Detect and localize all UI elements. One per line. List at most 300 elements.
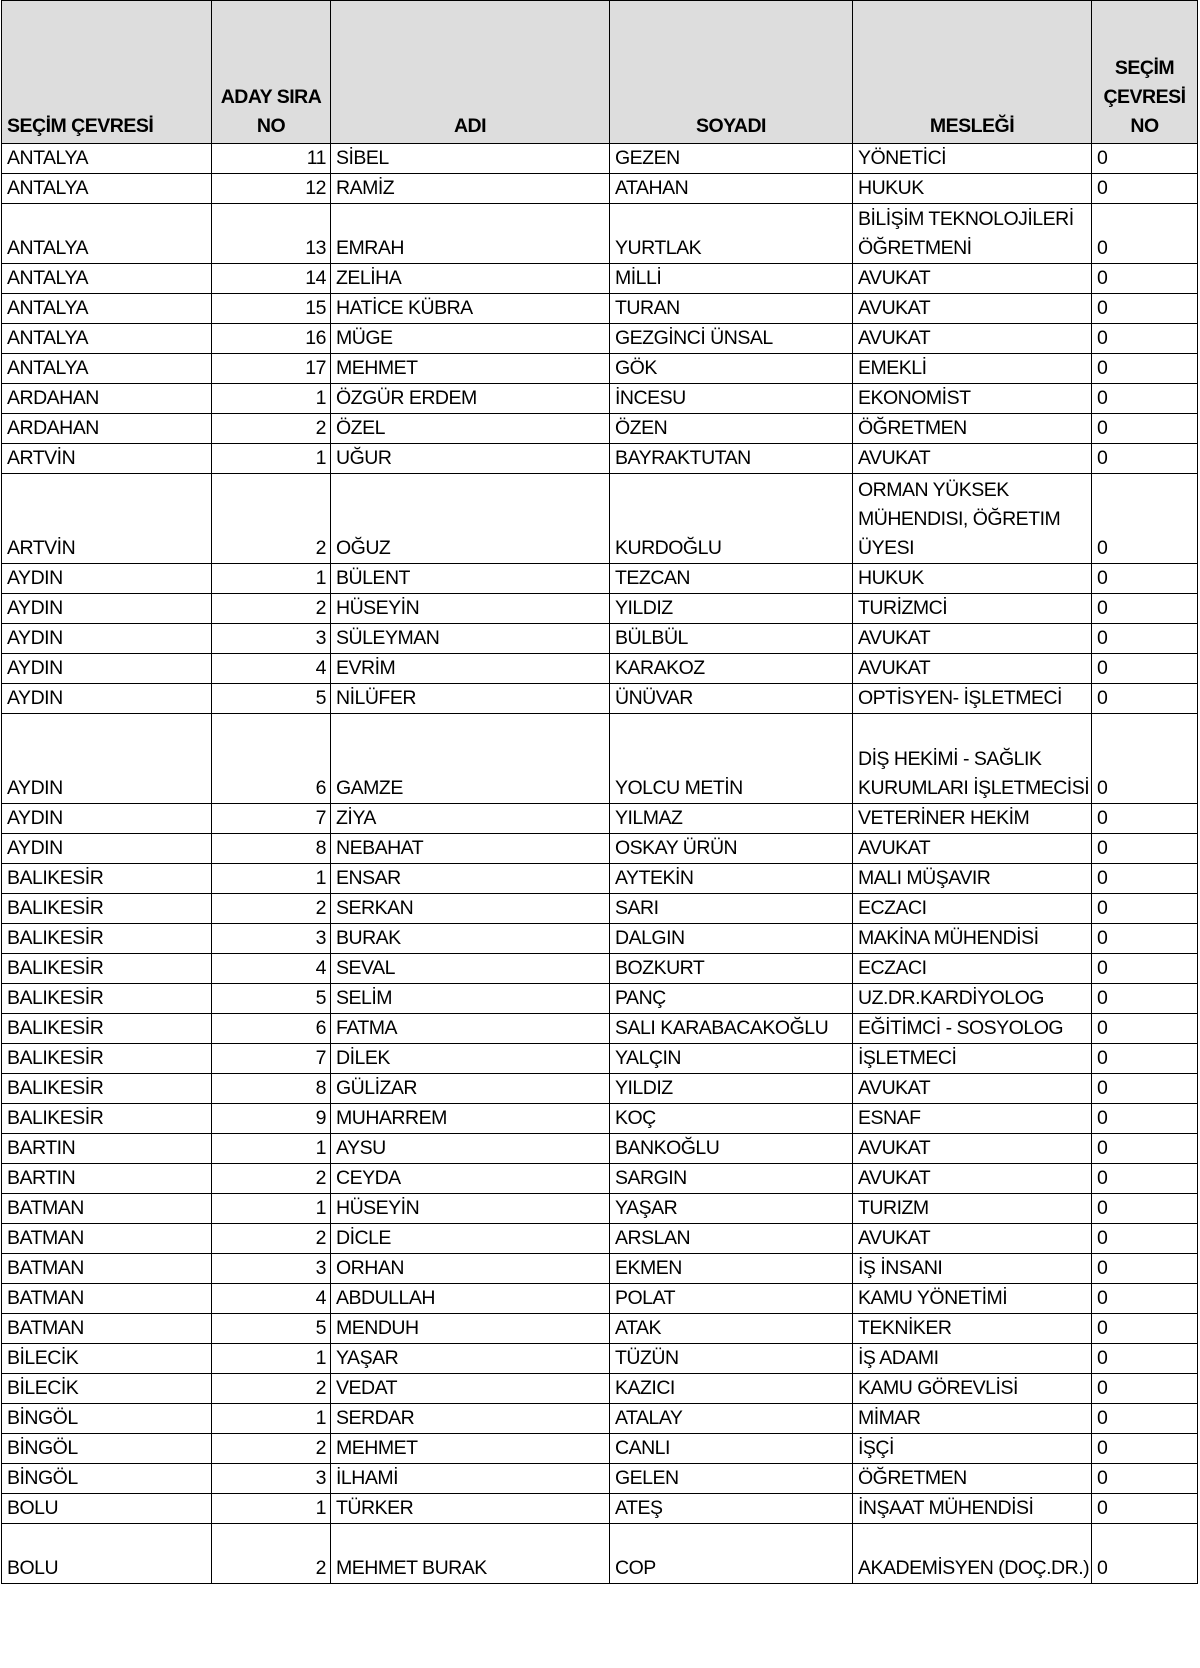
- table-row: [2, 684, 1198, 714]
- name-cell: SÜLEYMAN: [331, 624, 610, 654]
- surname-cell: ATAHAN: [610, 174, 853, 204]
- name-cell: MEHMET: [331, 354, 610, 384]
- district-cell: AYDIN: [2, 594, 212, 624]
- name-cell: TÜRKER: [331, 1494, 610, 1524]
- profession-cell: KAMU GÖREVLİSİ: [853, 1374, 1092, 1404]
- surname-cell: SALI KARABACAKOĞLU: [610, 1014, 853, 1044]
- surname-cell: EKMEN: [610, 1254, 853, 1284]
- surname-cell: GÖK: [610, 354, 853, 384]
- zone-no-cell: 0: [1092, 384, 1198, 414]
- name-cell: GAMZE: [331, 714, 610, 804]
- zone-no-cell: 0: [1092, 1224, 1198, 1254]
- header-profession: MESLEĞİ: [853, 1, 1092, 144]
- zone-no-cell: 0: [1092, 624, 1198, 654]
- order-no-cell: 2: [212, 474, 331, 564]
- zone-no-cell: 0: [1092, 564, 1198, 594]
- table-row: [2, 414, 1198, 444]
- surname-cell: İNCESU: [610, 384, 853, 414]
- order-no-cell: 2: [212, 414, 331, 444]
- profession-cell: AVUKAT: [853, 294, 1092, 324]
- name-cell: SELİM: [331, 984, 610, 1014]
- table-row: [2, 144, 1198, 174]
- profession-cell: AVUKAT: [853, 324, 1092, 354]
- surname-cell: ATALAY: [610, 1404, 853, 1434]
- surname-cell: CANLI: [610, 1434, 853, 1464]
- district-cell: AYDIN: [2, 834, 212, 864]
- district-cell: BARTIN: [2, 1134, 212, 1164]
- profession-cell: ECZACI: [853, 954, 1092, 984]
- surname-cell: BOZKURT: [610, 954, 853, 984]
- district-cell: BALIKESİR: [2, 1014, 212, 1044]
- zone-no-cell: 0: [1092, 834, 1198, 864]
- district-cell: BİNGÖL: [2, 1434, 212, 1464]
- name-cell: BURAK: [331, 924, 610, 954]
- district-cell: BOLU: [2, 1494, 212, 1524]
- district-cell: BATMAN: [2, 1254, 212, 1284]
- profession-cell: İNŞAAT MÜHENDİSİ: [853, 1494, 1092, 1524]
- order-no-cell: 1: [212, 564, 331, 594]
- order-no-cell: 8: [212, 1074, 331, 1104]
- profession-cell: AKADEMİSYEN (DOÇ.DR.): [853, 1524, 1092, 1584]
- order-no-cell: 6: [212, 714, 331, 804]
- table-row: [2, 1194, 1198, 1224]
- order-no-cell: 1: [212, 444, 331, 474]
- surname-cell: POLAT: [610, 1284, 853, 1314]
- surname-cell: AYTEKİN: [610, 864, 853, 894]
- zone-no-cell: 0: [1092, 954, 1198, 984]
- table-row: [2, 894, 1198, 924]
- name-cell: EVRİM: [331, 654, 610, 684]
- district-cell: BATMAN: [2, 1284, 212, 1314]
- header-surname: SOYADI: [610, 1, 853, 144]
- name-cell: NEBAHAT: [331, 834, 610, 864]
- order-no-cell: 1: [212, 1194, 331, 1224]
- name-cell: SEVAL: [331, 954, 610, 984]
- name-cell: BÜLENT: [331, 564, 610, 594]
- table-row: [2, 984, 1198, 1014]
- candidate-table: [1, 0, 1198, 1584]
- name-cell: RAMİZ: [331, 174, 610, 204]
- surname-cell: SARI: [610, 894, 853, 924]
- zone-no-cell: 0: [1092, 1284, 1198, 1314]
- zone-no-cell: 0: [1092, 894, 1198, 924]
- zone-no-cell: 0: [1092, 1254, 1198, 1284]
- district-cell: BATMAN: [2, 1314, 212, 1344]
- name-cell: ÖZGÜR ERDEM: [331, 384, 610, 414]
- table-row: [2, 1104, 1198, 1134]
- zone-no-cell: 0: [1092, 1014, 1198, 1044]
- district-cell: BOLU: [2, 1524, 212, 1584]
- zone-no-cell: 0: [1092, 714, 1198, 804]
- name-cell: FATMA: [331, 1014, 610, 1044]
- name-cell: DİLEK: [331, 1044, 610, 1074]
- table-row: [2, 1524, 1198, 1584]
- surname-cell: OSKAY ÜRÜN: [610, 834, 853, 864]
- zone-no-cell: 0: [1092, 1314, 1198, 1344]
- name-cell: CEYDA: [331, 1164, 610, 1194]
- district-cell: BİNGÖL: [2, 1404, 212, 1434]
- table-row: [2, 444, 1198, 474]
- profession-cell: DİŞ HEKİMİ - SAĞLIK KURUMLARI İŞLETMECİSİ: [853, 714, 1092, 804]
- zone-no-cell: 0: [1092, 984, 1198, 1014]
- district-cell: ANTALYA: [2, 204, 212, 264]
- order-no-cell: 2: [212, 1374, 331, 1404]
- zone-no-cell: 0: [1092, 1104, 1198, 1134]
- zone-no-cell: 0: [1092, 264, 1198, 294]
- district-cell: BARTIN: [2, 1164, 212, 1194]
- surname-cell: SARGIN: [610, 1164, 853, 1194]
- zone-no-cell: 0: [1092, 474, 1198, 564]
- surname-cell: ÜNÜVAR: [610, 684, 853, 714]
- zone-no-cell: 0: [1092, 204, 1198, 264]
- name-cell: ENSAR: [331, 864, 610, 894]
- name-cell: HÜSEYİN: [331, 594, 610, 624]
- name-cell: SERDAR: [331, 1404, 610, 1434]
- zone-no-cell: 0: [1092, 1134, 1198, 1164]
- district-cell: AYDIN: [2, 804, 212, 834]
- table-row: [2, 1164, 1198, 1194]
- order-no-cell: 4: [212, 1284, 331, 1314]
- order-no-cell: 7: [212, 1044, 331, 1074]
- district-cell: BİLECİK: [2, 1374, 212, 1404]
- order-no-cell: 2: [212, 1164, 331, 1194]
- surname-cell: TURAN: [610, 294, 853, 324]
- district-cell: BALIKESİR: [2, 1044, 212, 1074]
- name-cell: MEHMET: [331, 1434, 610, 1464]
- surname-cell: GEZEN: [610, 144, 853, 174]
- district-cell: AYDIN: [2, 624, 212, 654]
- zone-no-cell: 0: [1092, 354, 1198, 384]
- district-cell: ARDAHAN: [2, 414, 212, 444]
- name-cell: ABDULLAH: [331, 1284, 610, 1314]
- profession-cell: İŞ İNSANI: [853, 1254, 1092, 1284]
- surname-cell: YALÇIN: [610, 1044, 853, 1074]
- zone-no-cell: 0: [1092, 1194, 1198, 1224]
- district-cell: BALIKESİR: [2, 864, 212, 894]
- zone-no-cell: 0: [1092, 174, 1198, 204]
- zone-no-cell: 0: [1092, 924, 1198, 954]
- table-row: [2, 954, 1198, 984]
- profession-cell: AVUKAT: [853, 1164, 1092, 1194]
- district-cell: AYDIN: [2, 714, 212, 804]
- name-cell: MÜGE: [331, 324, 610, 354]
- surname-cell: YURTLAK: [610, 204, 853, 264]
- table-row: [2, 324, 1198, 354]
- profession-cell: EĞİTİMCİ - SOSYOLOG: [853, 1014, 1092, 1044]
- surname-cell: KOÇ: [610, 1104, 853, 1134]
- table-row: [2, 1254, 1198, 1284]
- name-cell: SİBEL: [331, 144, 610, 174]
- name-cell: NİLÜFER: [331, 684, 610, 714]
- profession-cell: TEKNİKER: [853, 1314, 1092, 1344]
- order-no-cell: 8: [212, 834, 331, 864]
- surname-cell: KAZICI: [610, 1374, 853, 1404]
- name-cell: YAŞAR: [331, 1344, 610, 1374]
- order-no-cell: 1: [212, 1404, 331, 1434]
- surname-cell: COP: [610, 1524, 853, 1584]
- surname-cell: ATAK: [610, 1314, 853, 1344]
- profession-cell: ECZACI: [853, 894, 1092, 924]
- surname-cell: YILMAZ: [610, 804, 853, 834]
- zone-no-cell: 0: [1092, 1074, 1198, 1104]
- name-cell: ZELİHA: [331, 264, 610, 294]
- profession-cell: OPTİSYEN- İŞLETMECİ: [853, 684, 1092, 714]
- table-row: [2, 474, 1198, 564]
- district-cell: BALIKESİR: [2, 894, 212, 924]
- profession-cell: UZ.DR.KARDİYOLOG: [853, 984, 1092, 1014]
- profession-cell: ESNAF: [853, 1104, 1092, 1134]
- profession-cell: İŞLETMECİ: [853, 1044, 1092, 1074]
- table-row: [2, 1374, 1198, 1404]
- table-body: [2, 144, 1198, 1584]
- table-row: [2, 864, 1198, 894]
- profession-cell: AVUKAT: [853, 264, 1092, 294]
- profession-cell: İŞ ADAMI: [853, 1344, 1092, 1374]
- order-no-cell: 1: [212, 384, 331, 414]
- table-row: [2, 1464, 1198, 1494]
- surname-cell: YAŞAR: [610, 1194, 853, 1224]
- district-cell: ANTALYA: [2, 144, 212, 174]
- table-row: [2, 264, 1198, 294]
- surname-cell: ARSLAN: [610, 1224, 853, 1254]
- table-row: [2, 1494, 1198, 1524]
- table-row: [2, 654, 1198, 684]
- district-cell: ARTVİN: [2, 474, 212, 564]
- name-cell: HÜSEYİN: [331, 1194, 610, 1224]
- profession-cell: AVUKAT: [853, 654, 1092, 684]
- order-no-cell: 4: [212, 654, 331, 684]
- order-no-cell: 1: [212, 1134, 331, 1164]
- table-row: [2, 1134, 1198, 1164]
- profession-cell: HUKUK: [853, 564, 1092, 594]
- zone-no-cell: 0: [1092, 684, 1198, 714]
- district-cell: ANTALYA: [2, 264, 212, 294]
- profession-cell: MALI MÜŞAVIR: [853, 864, 1092, 894]
- order-no-cell: 9: [212, 1104, 331, 1134]
- profession-cell: YÖNETİCİ: [853, 144, 1092, 174]
- order-no-cell: 4: [212, 954, 331, 984]
- table-row: [2, 174, 1198, 204]
- profession-cell: KAMU YÖNETİMİ: [853, 1284, 1092, 1314]
- zone-no-cell: 0: [1092, 1464, 1198, 1494]
- surname-cell: GEZGİNCİ ÜNSAL: [610, 324, 853, 354]
- zone-no-cell: 0: [1092, 1524, 1198, 1584]
- district-cell: BALIKESİR: [2, 924, 212, 954]
- name-cell: UĞUR: [331, 444, 610, 474]
- order-no-cell: 13: [212, 204, 331, 264]
- table-row: [2, 1074, 1198, 1104]
- profession-cell: AVUKAT: [853, 1134, 1092, 1164]
- profession-cell: MAKİNA MÜHENDİSİ: [853, 924, 1092, 954]
- district-cell: BALIKESİR: [2, 1104, 212, 1134]
- order-no-cell: 2: [212, 1224, 331, 1254]
- table-row: [2, 1014, 1198, 1044]
- zone-no-cell: 0: [1092, 1164, 1198, 1194]
- name-cell: MUHARREM: [331, 1104, 610, 1134]
- header-name: ADI: [331, 1, 610, 144]
- table-row: [2, 834, 1198, 864]
- district-cell: BİNGÖL: [2, 1464, 212, 1494]
- profession-cell: HUKUK: [853, 174, 1092, 204]
- zone-no-cell: 0: [1092, 414, 1198, 444]
- profession-cell: ÖĞRETMEN: [853, 414, 1092, 444]
- header-district: SEÇİM ÇEVRESİ: [2, 1, 212, 144]
- order-no-cell: 11: [212, 144, 331, 174]
- surname-cell: YILDIZ: [610, 594, 853, 624]
- name-cell: HATİCE KÜBRA: [331, 294, 610, 324]
- order-no-cell: 7: [212, 804, 331, 834]
- table-row: [2, 1344, 1198, 1374]
- profession-cell: ÖĞRETMEN: [853, 1464, 1092, 1494]
- table-row: [2, 1224, 1198, 1254]
- zone-no-cell: 0: [1092, 444, 1198, 474]
- zone-no-cell: 0: [1092, 1344, 1198, 1374]
- profession-cell: AVUKAT: [853, 624, 1092, 654]
- district-cell: AYDIN: [2, 654, 212, 684]
- order-no-cell: 15: [212, 294, 331, 324]
- name-cell: İLHAMİ: [331, 1464, 610, 1494]
- surname-cell: KARAKOZ: [610, 654, 853, 684]
- surname-cell: ATEŞ: [610, 1494, 853, 1524]
- order-no-cell: 12: [212, 174, 331, 204]
- order-no-cell: 2: [212, 1434, 331, 1464]
- order-no-cell: 17: [212, 354, 331, 384]
- name-cell: ÖZEL: [331, 414, 610, 444]
- district-cell: ANTALYA: [2, 324, 212, 354]
- order-no-cell: 5: [212, 984, 331, 1014]
- name-cell: ORHAN: [331, 1254, 610, 1284]
- table-row: [2, 804, 1198, 834]
- surname-cell: GELEN: [610, 1464, 853, 1494]
- order-no-cell: 2: [212, 1524, 331, 1584]
- zone-no-cell: 0: [1092, 594, 1198, 624]
- zone-no-cell: 0: [1092, 1434, 1198, 1464]
- order-no-cell: 3: [212, 1464, 331, 1494]
- table-row: [2, 1044, 1198, 1074]
- name-cell: VEDAT: [331, 1374, 610, 1404]
- zone-no-cell: 0: [1092, 804, 1198, 834]
- zone-no-cell: 0: [1092, 1044, 1198, 1074]
- district-cell: ANTALYA: [2, 294, 212, 324]
- name-cell: MENDUH: [331, 1314, 610, 1344]
- order-no-cell: 3: [212, 924, 331, 954]
- order-no-cell: 5: [212, 1314, 331, 1344]
- surname-cell: DALGIN: [610, 924, 853, 954]
- profession-cell: VETERİNER HEKİM: [853, 804, 1092, 834]
- order-no-cell: 6: [212, 1014, 331, 1044]
- name-cell: MEHMET BURAK: [331, 1524, 610, 1584]
- table-row: [2, 564, 1198, 594]
- name-cell: EMRAH: [331, 204, 610, 264]
- district-cell: BALIKESİR: [2, 954, 212, 984]
- table-row: [2, 714, 1198, 804]
- profession-cell: İŞÇİ: [853, 1434, 1092, 1464]
- district-cell: BİLECİK: [2, 1344, 212, 1374]
- table-row: [2, 1314, 1198, 1344]
- district-cell: ANTALYA: [2, 174, 212, 204]
- district-cell: BALIKESİR: [2, 984, 212, 1014]
- table-row: [2, 384, 1198, 414]
- district-cell: BATMAN: [2, 1194, 212, 1224]
- table-row: [2, 1434, 1198, 1464]
- surname-cell: YILDIZ: [610, 1074, 853, 1104]
- table-row: [2, 204, 1198, 264]
- surname-cell: PANÇ: [610, 984, 853, 1014]
- table-row: [2, 1404, 1198, 1434]
- header-row: [2, 1, 1198, 144]
- header-order-no: ADAY SIRA NO: [212, 1, 331, 144]
- profession-cell: AVUKAT: [853, 834, 1092, 864]
- zone-no-cell: 0: [1092, 294, 1198, 324]
- surname-cell: ÖZEN: [610, 414, 853, 444]
- zone-no-cell: 0: [1092, 654, 1198, 684]
- table-row: [2, 924, 1198, 954]
- name-cell: OĞUZ: [331, 474, 610, 564]
- surname-cell: BANKOĞLU: [610, 1134, 853, 1164]
- zone-no-cell: 0: [1092, 1494, 1198, 1524]
- profession-cell: EMEKLİ: [853, 354, 1092, 384]
- district-cell: BALIKESİR: [2, 1074, 212, 1104]
- zone-no-cell: 0: [1092, 144, 1198, 174]
- zone-no-cell: 0: [1092, 1374, 1198, 1404]
- order-no-cell: 16: [212, 324, 331, 354]
- order-no-cell: 14: [212, 264, 331, 294]
- district-cell: ARTVİN: [2, 444, 212, 474]
- profession-cell: MİMAR: [853, 1404, 1092, 1434]
- surname-cell: TÜZÜN: [610, 1344, 853, 1374]
- name-cell: SERKAN: [331, 894, 610, 924]
- surname-cell: YOLCU METİN: [610, 714, 853, 804]
- surname-cell: BAYRAKTUTAN: [610, 444, 853, 474]
- table-row: [2, 354, 1198, 384]
- district-cell: ANTALYA: [2, 354, 212, 384]
- order-no-cell: 1: [212, 1344, 331, 1374]
- profession-cell: EKONOMİST: [853, 384, 1092, 414]
- header-zone-no: SEÇİM ÇEVRESİ NO: [1092, 1, 1198, 144]
- zone-no-cell: 0: [1092, 864, 1198, 894]
- zone-no-cell: 0: [1092, 324, 1198, 354]
- profession-cell: ORMAN YÜKSEK MÜHENDISI, ÖĞRETIM ÜYESI: [853, 474, 1092, 564]
- order-no-cell: 1: [212, 1494, 331, 1524]
- order-no-cell: 3: [212, 624, 331, 654]
- zone-no-cell: 0: [1092, 1404, 1198, 1434]
- table-row: [2, 624, 1198, 654]
- profession-cell: TURIZM: [853, 1194, 1092, 1224]
- profession-cell: AVUKAT: [853, 1074, 1092, 1104]
- district-cell: AYDIN: [2, 564, 212, 594]
- name-cell: ZİYA: [331, 804, 610, 834]
- table-row: [2, 1284, 1198, 1314]
- name-cell: DİCLE: [331, 1224, 610, 1254]
- district-cell: AYDIN: [2, 684, 212, 714]
- profession-cell: AVUKAT: [853, 444, 1092, 474]
- order-no-cell: 2: [212, 894, 331, 924]
- order-no-cell: 2: [212, 594, 331, 624]
- name-cell: AYSU: [331, 1134, 610, 1164]
- surname-cell: KURDOĞLU: [610, 474, 853, 564]
- order-no-cell: 1: [212, 864, 331, 894]
- table-row: [2, 294, 1198, 324]
- surname-cell: BÜLBÜL: [610, 624, 853, 654]
- profession-cell: BİLİŞİM TEKNOLOJİLERİ ÖĞRETMENİ: [853, 204, 1092, 264]
- district-cell: BATMAN: [2, 1224, 212, 1254]
- order-no-cell: 3: [212, 1254, 331, 1284]
- order-no-cell: 5: [212, 684, 331, 714]
- profession-cell: AVUKAT: [853, 1224, 1092, 1254]
- surname-cell: TEZCAN: [610, 564, 853, 594]
- name-cell: GÜLİZAR: [331, 1074, 610, 1104]
- surname-cell: MİLLİ: [610, 264, 853, 294]
